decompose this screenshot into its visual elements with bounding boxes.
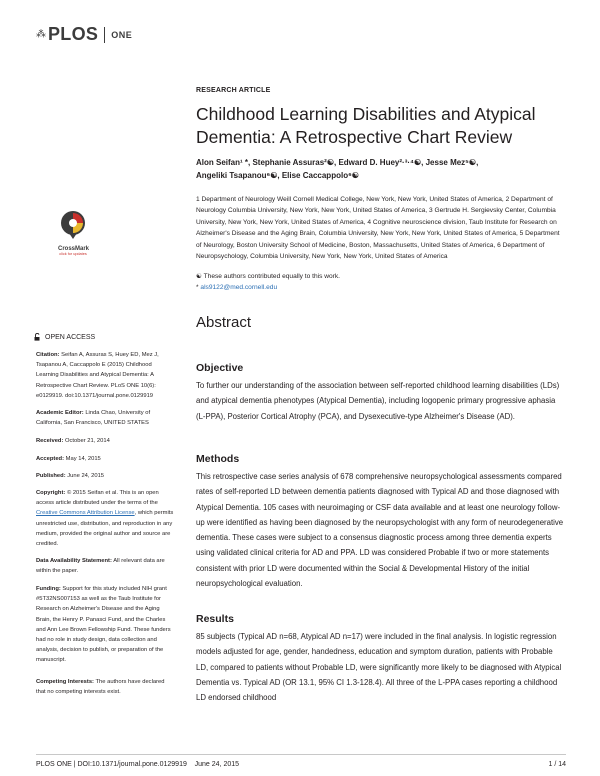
author-list — [196, 156, 566, 182]
competing-interests-text: The authors have declared that no competing interests exist. — [36, 679, 165, 696]
published-label: Published: — [36, 473, 66, 479]
competing-interests-block — [36, 677, 174, 697]
funding-label: Funding: — [36, 586, 61, 592]
copyright-text: © 2015 Seifan et al. This is an open access article distributed under the terms of the — [36, 490, 159, 507]
journal-logo[interactable] — [36, 24, 132, 45]
published-block — [36, 471, 174, 481]
copyright-block — [36, 488, 174, 549]
objective-heading: Objective — [196, 362, 244, 374]
logo-subtitle: ONE — [111, 29, 133, 40]
competing-interests-label: Competing Interests: — [36, 679, 94, 685]
data-availability-block — [36, 556, 174, 576]
page-number: 1 / 14 — [548, 761, 566, 768]
footer-citation: PLOS ONE | DOI:10.1371/journal.pone.0129919 June 24, 2015 — [36, 761, 240, 768]
affiliations: 1 Department of Neurology Weill Cornell Medical College, New York, New York, United States of America, 2 Department of Neurology Columbia University, New York, New York, United States of America, 3 Gertrude H. Sergievsky Center, Columbia University, New York, New York, United States of America, 4 Cognitive neuroscience division, Taub Institute for Research on Alzheimer's Disease and the Aging Brain, Columbia University, New York, New York, United States of America, 5 Department of Neurology, Boston University School of Medicine, Boston, Massachusetts, United States of America, 6 Department of Neuropsychology, Columbia University, New York, New York, United States of America — [196, 196, 560, 261]
crossmark-icon — [60, 210, 86, 240]
email-marker: * — [196, 284, 201, 292]
equal-contribution-note: ☯ These authors contributed equally to this work. — [196, 273, 340, 280]
accepted-label: Accepted: — [36, 456, 65, 462]
funding-text: Support for this study included NIH grant #5T32NS007153 as well as the Taub Institute for Research on Alzheimer's Disease and the Aging Brain, the Henry P. Panasci Fund, and the Charles and Ann Lee Brown Fellowship Fund. These funders had no role in study design, data collection and analysis, decision to publish, or preparation of the manuscript. — [36, 586, 171, 664]
published-date: June 24, 2015 — [67, 473, 105, 479]
open-access-badge — [34, 333, 95, 341]
methods-heading: Methods — [196, 453, 240, 465]
logo-text: PLOS — [48, 24, 99, 44]
editor-block — [36, 408, 174, 428]
crossmark-badge[interactable] — [58, 210, 88, 256]
data-availability-label: Data Availability Statement: — [36, 558, 112, 564]
copyright-text-tail: , which permits unrestricted use, distribution, and reproduction in any medium, provided the original author and source are credited. — [36, 510, 174, 548]
footer-divider — [36, 754, 566, 755]
authors-line-2: Angeliki Tsapanou⁶☯, Elise Caccappolo⁶☯ — [196, 171, 359, 180]
open-lock-icon — [34, 333, 41, 341]
results-text: 85 subjects (Typical AD n=68, Atypical AD n=17) were included in the final analysis. In logistic regression models adjusted for age, gender, handedness, education and symptom duration, patients with Probable LD, compared to patients without Probable LD, were significantly more likely to be diagnosed with Atypical Dementia vs. Typical AD (OR 13.1, 95% CI 1.3-128.4). All three of the L-PPA cases reporting a childhood LD endorsed childhood — [196, 632, 562, 703]
corresponding-email-line — [196, 282, 566, 293]
results-heading: Results — [196, 613, 234, 625]
citation-text: Seifan A, Assuras S, Huey ED, Mez J, Tsapanou A, Caccappolo E (2015) Childhood Learning Disabilities and Atypical Dementia: A Retrospective Chart Review. PLoS ONE 10(6): e0129919. doi:10.1371/journal.pone.0129919 — [36, 352, 159, 399]
citation-label: Citation: — [36, 352, 60, 358]
open-access-label: OPEN ACCESS — [45, 333, 96, 341]
plos-emblem-icon: ⁂ — [36, 29, 45, 40]
editor-text: Linda Chao, University of California, San Francisco, UNITED STATES — [36, 410, 151, 427]
cc-license-link[interactable]: Creative Commons Attribution License — [36, 510, 135, 517]
copyright-label: Copyright: — [36, 490, 66, 496]
citation-block — [36, 350, 174, 401]
accepted-date: May 14, 2015 — [65, 456, 101, 462]
methods-text: This retrospective case series analysis of 678 comprehensive neuropsychological assessments compared rates of self-reported LD between dementia patients diagnosed with Typical AD and those diagnosed with Atypical Dementia. 105 cases with neuroimaging or CSF data available and at least one neurology follow-up were identified as having been diagnosed by the neuropsychologist with any form of neurodegenerative dementia. These cases were subject to a consensus diagnostic process among three dementia experts using validated clinical criteria for AD and PPA. LD was considered Probable if two or more statements consistent with prior LD were documented within the Social & Developmental History of the initial neuropsychological evaluation. — [196, 472, 564, 589]
received-block — [36, 436, 174, 446]
crossmark-label: CrossMark — [58, 246, 90, 252]
objective-text: To further our understanding of the association between self-reported childhood learning disabilities (LDs) and atypical dementia phenotypes (Atypical Dementia), including logopenic primary progressive aphasia (L-PPA), Posterior Cortical Atrophy (PCA), and Dysexecutive-type Alzheimer's Disease (AD). — [196, 381, 560, 421]
abstract-heading: Abstract — [196, 314, 252, 331]
received-label: Received: — [36, 438, 64, 444]
editor-label: Academic Editor: — [36, 410, 84, 416]
article-title: Childhood Learning Disabilities and Atypical Dementia: A Retrospective Chart Review — [196, 104, 536, 147]
authors-line-1: Alon Seifan¹ *, Stephanie Assuras²☯, Edward D. Huey²·³·⁴☯, Jesse Mez⁵☯, — [196, 158, 479, 167]
funding-block — [36, 584, 174, 666]
corresponding-email-link[interactable]: als9122@med.cornell.edu — [200, 284, 278, 292]
logo-divider — [104, 27, 105, 43]
data-availability-text: All relevant data are within the paper. — [36, 558, 165, 575]
author-notes — [196, 271, 566, 293]
crossmark-sublabel: click for updates — [59, 252, 87, 256]
article-type: RESEARCH ARTICLE — [196, 87, 271, 94]
received-date: October 21, 2014 — [65, 438, 110, 444]
accepted-block — [36, 454, 174, 464]
